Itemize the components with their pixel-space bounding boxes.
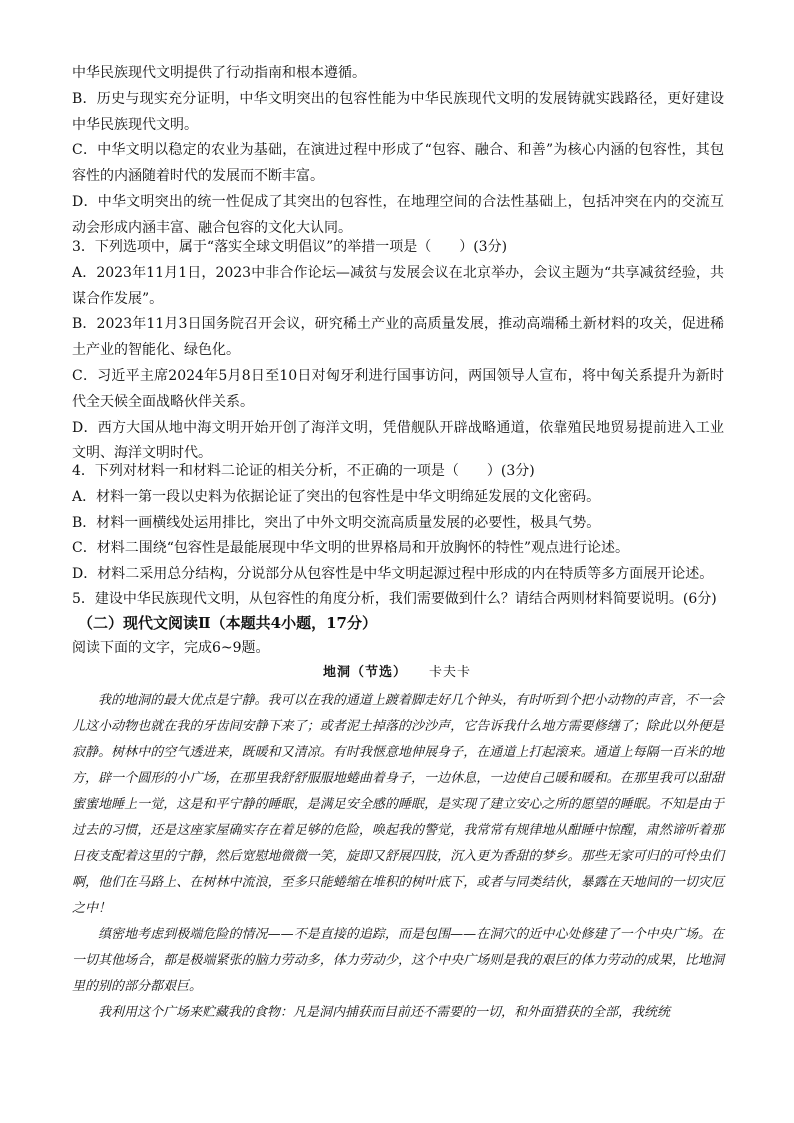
article-paragraph-3: 我利用这个广场来贮藏我的食物：凡是洞内捕获而目前还不需要的一切，和外面猎获的全部，我统统 <box>98 1005 671 1020</box>
article-author: 卡夫卡 <box>429 665 472 680</box>
q2-option-b: B．历史与现实充分证明，中华文明突出的包容性能为中华民族现代文明的发展铸就实践路径，更好建设中华民族现代文明。 <box>72 90 724 133</box>
q3-stem: 3．下列选项中，属于“落实全球文明倡议”的举措一项是（ ）(3分) <box>72 239 508 255</box>
article-title: 地洞（节选） <box>322 665 407 680</box>
q2-option-d: D．中华文明突出的统一性促成了其突出的包容性，在地理空间的合法性基础上，包括冲突在内的交流互动会形成内涵丰富、融合包容的文化大认同。 <box>72 193 724 236</box>
q4-option-d: D．材料二采用总分结构，分说部分从包容性是中华文明起源过程中形成的内在特质等多方面展开论述。 <box>72 566 714 583</box>
q4-option-c: C．材料二围绕“包容性是最能展现中华文明的世界格局和开放胸怀的特性”观点进行论述。 <box>72 540 630 557</box>
article-title-line <box>0 662 794 684</box>
article-body <box>72 688 724 1026</box>
q3-option-c: C．习近平主席2024年5月8日至10日对匈牙利进行国事访问，两国领导人宣布，将中匈关系提升为新时代全天候全面战略伙伴关系。 <box>72 367 724 410</box>
q2-leading-line: 中华民族现代文明提供了行动指南和根本遵循。 <box>72 65 366 81</box>
question-4 <box>72 459 724 588</box>
article-paragraph-2: 缜密地考虑到极端危险的情况——不是直接的追踪，而是包围——在洞穴的近中心处修建了一个中央广场。在一切其他场合，都是极端紧张的脑力劳动多，体力劳动少，这个中央广场则是我的艰巨的体力劳动的成果，比地洞里的别的部分都艰巨。 <box>72 927 724 994</box>
q4-option-b: B．材料一画横线处运用排比，突出了中外文明交流高质量发展的必要性，极具气势。 <box>72 514 601 531</box>
reading-instruction: 阅读下面的文字，完成6~9题。 <box>72 640 270 656</box>
question-2-continuation <box>72 61 724 242</box>
q3-option-b: B．2023年11月3日国务院召开会议，研究稀土产业的高质量发展，推动高端稀土新材料的攻关，促进稀土产业的智能化、绿色化。 <box>72 316 724 359</box>
q4-stem: 4．下列对材料一和材料二论证的相关分析，不正确的一项是（ ）(3分) <box>72 463 535 479</box>
section-heading: （二）现代文阅读Ⅱ（本题共4小题，17分） <box>78 614 377 632</box>
article-paragraph-1: 我的地洞的最大优点是宁静。我可以在我的通道上踱着脚走好几个钟头，有时听到个把小动物的声音，不一会儿这小动物也就在我的牙齿间安静下来了；或者泥土掉落的沙沙声，它告诉我什么地方需要修缮了；除此以外便是寂静。树林中的空气透进来，既暖和又清凉。有时我惬意地伸展身子，在通道上打起滚来。通道上每隔一百米的地方，辟一个圆形的小广场，在那里我舒舒服服地蜷曲着身子，一边休息，一边使自己暖和暖和。在那里我可以甜甜蜜蜜地睡上一觉，这是和平宁静的睡眠，是满足安全感的睡眠，是实现了建立安心之所的愿望的睡眠。不知是由于过去的习惯，还是这座家屋确实存在着足够的危险，唤起我的警觉，我常常有规律地从酣睡中惊醒，肃然谛听着那日夜支配着这里的宁静，然后宽慰地微微一笑，旋即又舒展四肢，沉入更为香甜的梦乡。那些无家可归的可怜虫们啊，他们在马路上、在树林中流浪，至多只能蜷缩在堆积的树叶底下，或者与同类结伙，暴露在天地间的一切灾厄之中！ <box>72 693 724 916</box>
q3-option-a: A．2023年11月1日，2023中非合作论坛—减贫与发展会议在北京举办，会议主题为“共享减贫经验，共谋合作发展”。 <box>72 264 724 307</box>
q2-option-c: C．中华文明以稳定的农业为基础，在演进过程中形成了“包容、融合、和善”为核心内涵的包容性，其包容性的内涵随着时代的发展而不断丰富。 <box>72 142 724 185</box>
q5-stem: 5．建设中华民族现代文明，从包容性的角度分析，我们需要做到什么？请结合两则材料简要说明。(6分) <box>72 591 717 607</box>
q4-option-a: A．材料一第一段以史料为依据论证了突出的包容性是中华文明绵延发展的文化密码。 <box>72 488 601 505</box>
question-5 <box>72 587 724 613</box>
q3-option-d: D．西方大国从地中海文明开始开创了海洋文明，凭借舰队开辟战略通道，依靠殖民地贸易提前进入工业文明、海洋文明时代。 <box>72 419 724 462</box>
question-3 <box>72 235 724 467</box>
